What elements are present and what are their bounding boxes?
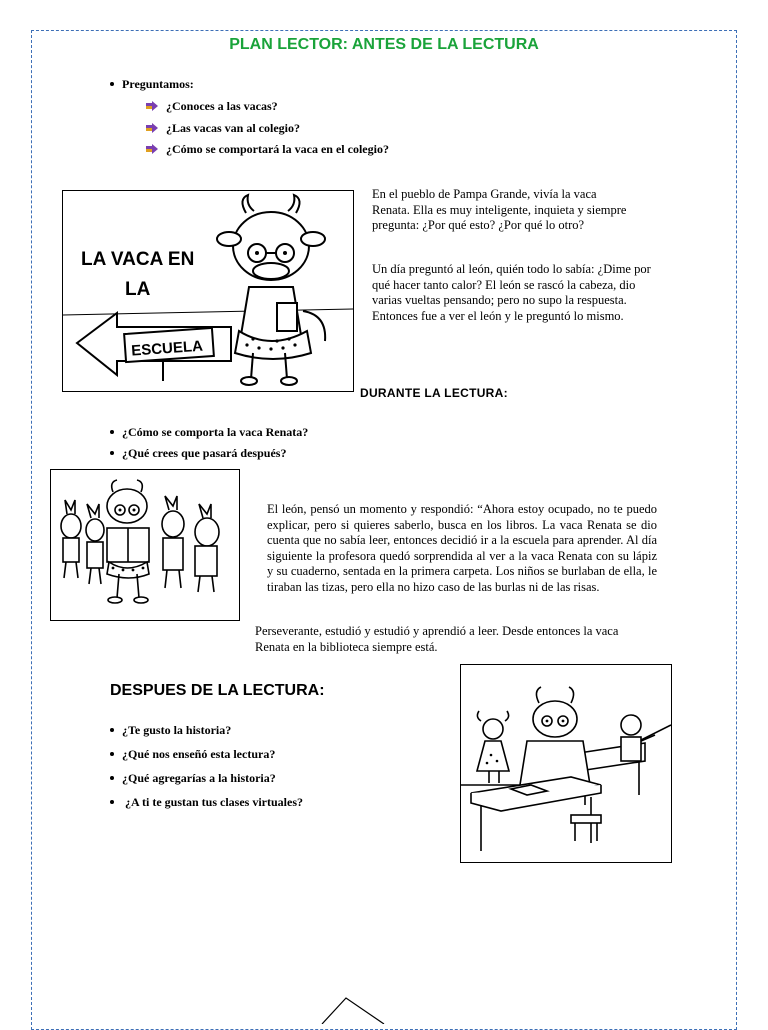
cover-illustration	[62, 190, 354, 392]
cover-title-line2: LA	[125, 279, 151, 300]
after-question-2: ¿Qué nos enseñó esta lectura?	[110, 747, 275, 762]
after-question-1: ¿Te gusto la historia?	[110, 723, 231, 738]
bottom-shape	[320, 996, 390, 1024]
after-question-3: ¿Qué agregarías a la historia?	[110, 771, 276, 786]
page-title: PLAN LECTOR: ANTES DE LA LECTURA	[229, 36, 539, 53]
bullet-icon	[110, 800, 114, 804]
preguntamos-label: Preguntamos:	[110, 77, 194, 92]
bullet-icon	[110, 728, 114, 732]
bullet-icon	[110, 776, 114, 780]
arrow-bullet-icon	[146, 144, 158, 154]
cover-title-line1: LA VACA EN	[81, 249, 195, 270]
reading-illustration	[50, 469, 240, 621]
classroom-illustration	[460, 664, 672, 863]
story-paragraph-4: Perseverante, estudió y estudió y aprendió a leer. Desde entonces la vaca Renata en la biblioteca siempre está.	[255, 624, 619, 654]
bullet-icon	[110, 82, 114, 86]
bullet-icon	[110, 430, 114, 434]
during-heading: DURANTE LA LECTURA:	[360, 386, 508, 400]
after-heading: DESPUES DE LA LECTURA:	[110, 682, 325, 699]
before-question-1: ¿Conoces a las vacas?	[146, 99, 278, 114]
story-paragraph-2: Un día preguntó al león, quién todo lo sabía: ¿Dime por qué hacer tanto calor? El león se rascó la cabeza, dio varias vueltas pensando; pero no supo la respuesta. Entonces fue a ver el león y le preguntó lo mismo.	[372, 262, 651, 323]
before-question-2: ¿Las vacas van al colegio?	[146, 121, 300, 136]
bullet-icon	[110, 752, 114, 756]
story-paragraph-3: El león, pensó un momento y respondió: “Ahora estoy ocupado, no te puedo explicar, pero si quieres saberlo, busca en los libros. La vaca Renata se dio cuenta que no sabía leer, entonces decidió ir a la escuela para aprender. Al día siguiente la profesora quedó sorprendida al ver a la vaca Renata con su lápiz y su cuaderno, sentada en la primera carpeta. Los niños se burlaban de ella, le tiraban las tizas, pero ella no hizo caso de las burlas ni de las risas.	[267, 502, 657, 594]
before-question-3: ¿Cómo se comportará la vaca en el colegio?	[146, 142, 389, 157]
bullet-icon	[110, 451, 114, 455]
sign-text: ESCUELA	[130, 337, 204, 360]
during-question-2: ¿Qué crees que pasará después?	[110, 446, 286, 461]
arrow-bullet-icon	[146, 123, 158, 133]
after-question-4: ¿A ti te gustan tus clases virtuales?	[110, 795, 303, 810]
during-question-1: ¿Cómo se comporta la vaca Renata?	[110, 425, 308, 440]
story-paragraph-1: En el pueblo de Pampa Grande, vivía la vaca Renata. Ella es muy inteligente, inquieta y siempre pregunta: ¿Por qué esto? ¿Por qué lo otro?	[372, 187, 627, 232]
arrow-bullet-icon	[146, 101, 158, 111]
